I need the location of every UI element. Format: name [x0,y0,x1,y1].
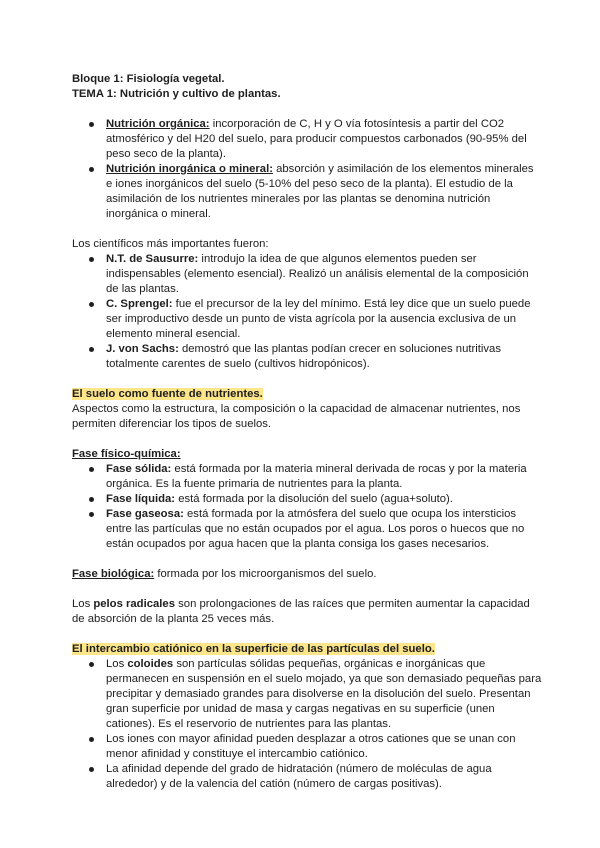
text: son prolongaciones de las raíces que permiten aumentar la capacidad de absorción de la planta 25 veces más. [72,598,530,625]
description: demostró que las plantas podían crecer en soluciones nutritivas totalmente carentes de suelo (cultivos hidropónicos). [106,343,501,370]
block-title: Bloque 1: Fisiología vegetal. [72,73,225,85]
text: Los [72,598,94,610]
list-item [72,762,542,792]
list-item [72,462,542,492]
list-item [72,297,542,342]
scientists-intro: Los científicos más importantes fueron: [72,238,269,250]
nutrition-list [72,117,542,222]
list-item [72,342,542,372]
text: La afinidad depende del grado de hidratación (número de moléculas de agua alrededor) y de la valencia del catión (número de cargas positivas). [106,763,492,790]
definition: absorción y asimilación de los elementos minerales e iones inorgánicos del suelo (5-10% del peso seco de la planta). El estudio de la asimilación de los nutrientes minerales por las plantas se denomina nutrición inorgánica o mineral. [106,163,534,220]
exchange-section-title: El intercambio catiónico en la superficie de las partículas del suelo. [72,643,435,655]
list-item [72,492,542,507]
description: introdujo la idea de que algunos elementos pueden ser indispensables (elemento esencial). Realizó un análisis elemental de la composición de las plantas. [106,253,529,295]
phase-fq-list [72,462,542,552]
list-item [72,732,542,762]
term: coloides [127,658,174,670]
definition: está formada por la materia mineral derivada de rocas y por la materia orgánica. Es la fuente primaria de nutrientes para la planta. [106,463,527,490]
list-item [72,252,542,297]
phase-bio-title: Fase biológica: [72,568,155,580]
text: Los [106,658,128,670]
soil-section-title: El suelo como fuente de nutrientes. [72,388,263,400]
term: Fase sólida: [106,463,172,475]
list-item [72,162,542,222]
definition: está formada por la disolución del suelo (agua+soluto). [175,493,453,505]
term: Nutrición inorgánica o mineral: [106,163,273,175]
definition: está formada por la atmósfera del suelo que ocupa los intersticios entre las partículas que no están ocupados por el agua. Los poros o huecos que no están ocupados por agua hacen que la planta consiga los gases necesarios. [106,508,525,550]
list-item [72,507,542,552]
scientist-name: C. Sprengel: [106,298,173,310]
definition: incorporación de C, H y O vía fotosíntesis a partir del CO2 atmosférico y del H20 del suelo, para producir compuestos carbonados (90-95% del peso seco de la planta). [106,118,527,160]
phase-bio-text: formada por los microorganismos del suelo. [154,568,377,580]
term: Fase líquida: [106,493,176,505]
topic-title: TEMA 1: Nutrición y cultivo de plantas. [72,88,281,100]
soil-intro: Aspectos como la estructura, la composición o la capacidad de almacenar nutrientes, nos permiten diferenciar los tipos de suelos. [72,403,521,430]
root-hairs-paragraph [72,597,542,627]
list-item [72,117,542,162]
phase-bio-paragraph [72,567,542,582]
text: son partículas sólidas pequeñas, orgánicas e inorgánicas que permanecen en suspensión en el suelo mojado, ya que son demasiado pequeñas para precipitar y demasiado grandes para disolverse en la disolución del suelo. Presentan gran superficie por unidad de masa y cargas negativas en su superficie (unen cationes). Es el reservorio de nutrientes para las plantas. [106,658,542,730]
term: Nutrición orgánica: [106,118,210,130]
description: fue el precursor de la ley del mínimo. Está ley dice que un suelo puede ser improductivo desde un punto de vista agrícola por la ausencia exclusiva de un elemento mineral esencial. [106,298,531,340]
phase-fq-title: Fase físico-química: [72,448,181,460]
scientists-list [72,252,542,372]
term: Fase gaseosa: [106,508,184,520]
term: pelos radicales [93,598,175,610]
scientist-name: J. von Sachs: [106,343,179,355]
document-body [72,72,542,792]
scientist-name: N.T. de Sausurre: [106,253,199,265]
list-item [72,657,542,732]
text: Los iones con mayor afinidad pueden desplazar a otros cationes que se unan con menor afinidad y constituye el intercambio catiónico. [106,733,516,760]
exchange-list [72,657,542,792]
